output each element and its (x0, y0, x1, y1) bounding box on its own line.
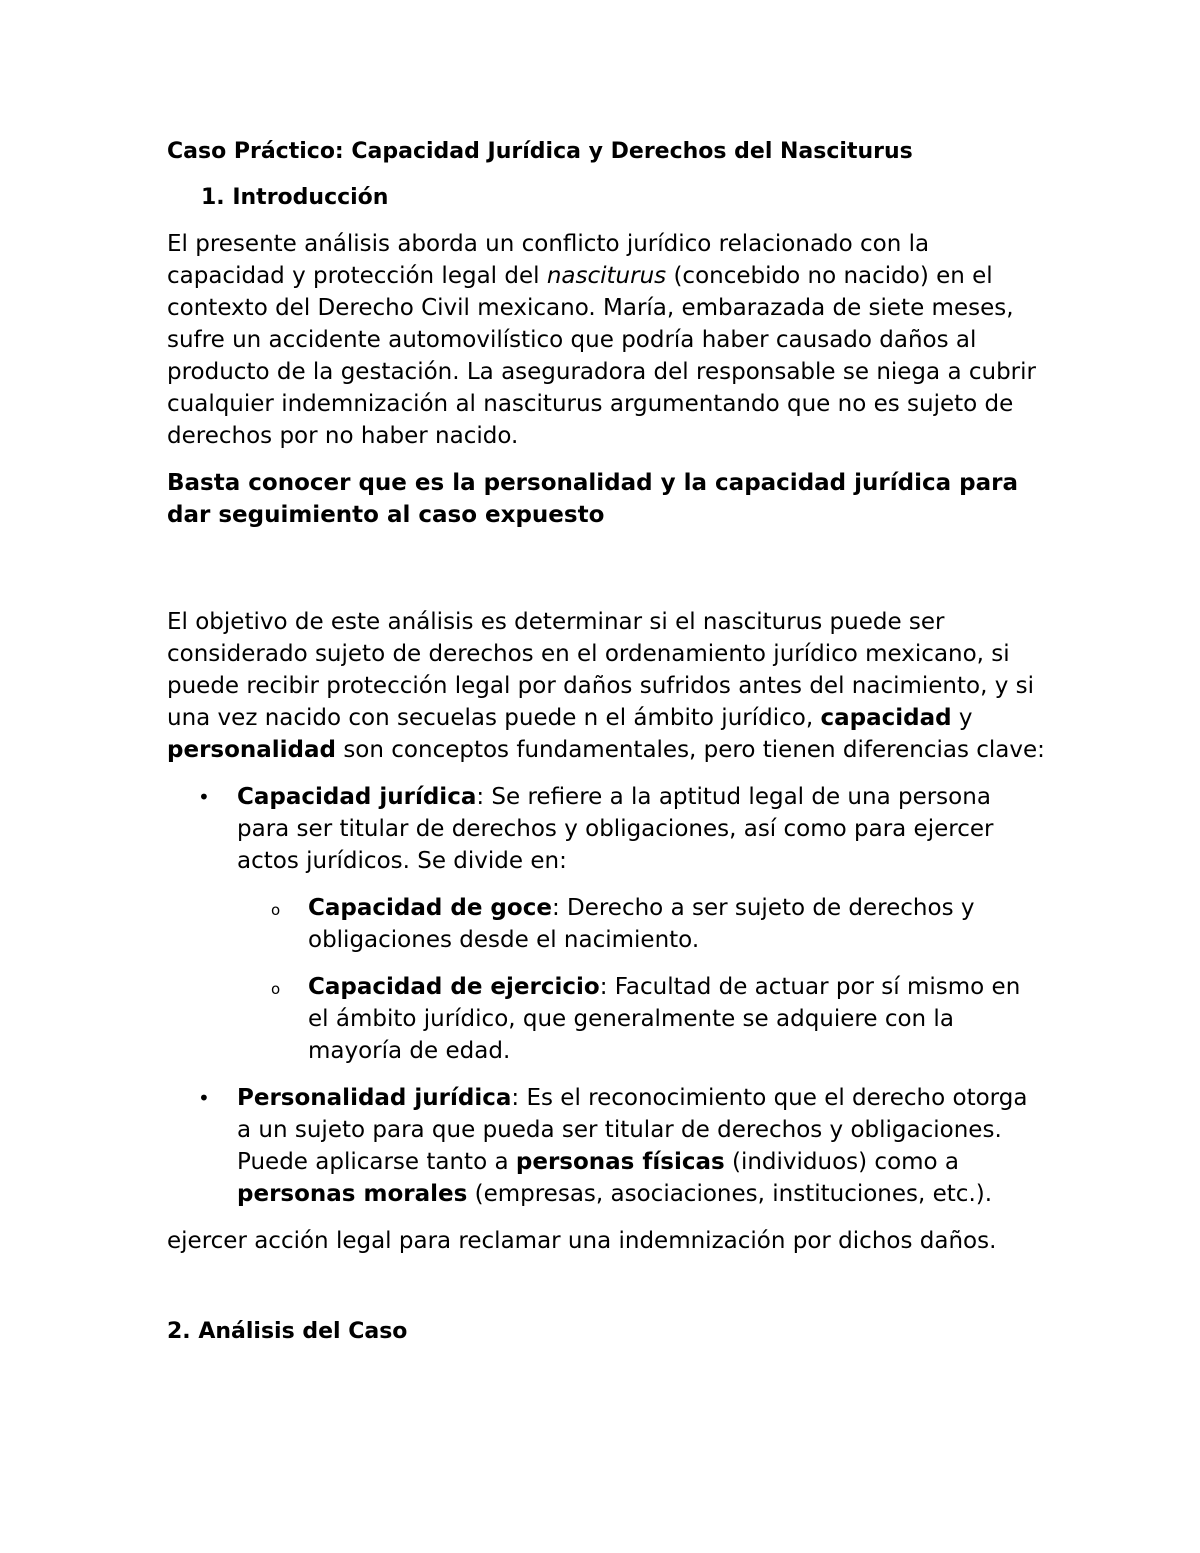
objective-bold-capacidad: capacidad (820, 705, 952, 731)
definition-personalidad-2: (individuos) como a (724, 1149, 960, 1175)
definition-capacidad-ejercicio: : Facultad de actuar por sí mismo en el ámbito jurídico, que generalmente se adquiere con la mayoría de edad. (308, 974, 1021, 1064)
definition-capacidad-juridica: : Se refiere a la aptitud legal de una persona para ser titular de derechos y obligaciones, así como para ejercer actos jurídicos. Se divide en: (237, 784, 994, 874)
document-title: Caso Práctico: Capacidad Jurídica y Derechos del Nasciturus (167, 139, 913, 164)
list-item-capacidad-juridica (198, 781, 1047, 1067)
definition-capacidad-goce: : Derecho a ser sujeto de derechos y obligaciones desde el nacimiento. (308, 895, 975, 953)
closing-paragraph: ejercer acción legal para reclamar una indemnización por dichos daños. (167, 1228, 997, 1254)
objective-text-1: El objetivo de este análisis es determinar si el nasciturus puede ser considerado sujeto de derechos en el ordenamiento jurídico mexicano, si puede recibir protección legal por daños sufridos antes del nacimiento, y si una vez nacido con secuelas puede n el ámbito jurídico, (167, 609, 1035, 731)
definition-personalidad-1: : Es el reconocimiento que el derecho otorga a un sujeto para que pueda ser titular de derechos y obligaciones. Puede aplicarse tanto a (237, 1085, 1028, 1175)
document-body (167, 137, 1047, 1347)
intro-italic-term: nasciturus (546, 263, 667, 289)
intro-paragraph (167, 228, 1047, 452)
definitions-list (167, 781, 1047, 1210)
intro-heading: 1. Introducción (201, 185, 389, 210)
sub-bullet-icon: o (271, 901, 281, 919)
bullet-icon: • (198, 785, 210, 809)
term-capacidad-ejercicio: Capacidad de ejercicio (308, 974, 600, 1000)
term-personas-fisicas: personas físicas (515, 1149, 725, 1175)
bold-note: Basta conocer que es la personalidad y la capacidad jurídica para dar seguimiento al caso expuesto (167, 470, 1018, 528)
section-2-heading: 2. Análisis del Caso (167, 1319, 408, 1344)
objective-bold-personalidad: personalidad (167, 737, 337, 763)
sub-item-capacidad-goce (271, 892, 1047, 956)
objective-paragraph (167, 606, 1047, 766)
intro-text-2: (concebido no nacido) en el contexto del Derecho Civil mexicano. María, embarazada de siete meses, sufre un accidente automovilístico que podría haber causado daños al producto de la gestación. La aseguradora del responsable se niega a cubrir cualquier indemnización al nasciturus argumentando que no es sujeto de derechos por no haber nacido. (167, 263, 1036, 449)
bullet-icon: • (198, 1086, 210, 1110)
intro-text-1: El presente análisis aborda un conflicto jurídico relacionado con la capacidad y protección legal del (167, 231, 930, 289)
sub-item-capacidad-ejercicio (271, 971, 1047, 1067)
objective-text-2: y (951, 705, 973, 731)
list-item-personalidad-juridica (198, 1082, 1047, 1210)
term-capacidad-goce: Capacidad de goce (308, 895, 552, 921)
sub-list-capacidad (237, 892, 1047, 1067)
term-personalidad-juridica: Personalidad jurídica (237, 1085, 512, 1111)
term-personas-morales: personas morales (237, 1181, 468, 1207)
term-capacidad-juridica: Capacidad jurídica (237, 784, 477, 810)
sub-bullet-icon: o (271, 980, 281, 998)
definition-personalidad-3: (empresas, asociaciones, instituciones, etc.). (467, 1181, 993, 1207)
objective-text-3: son conceptos fundamentales, pero tienen diferencias clave: (336, 737, 1045, 763)
blank-line (167, 546, 1047, 606)
